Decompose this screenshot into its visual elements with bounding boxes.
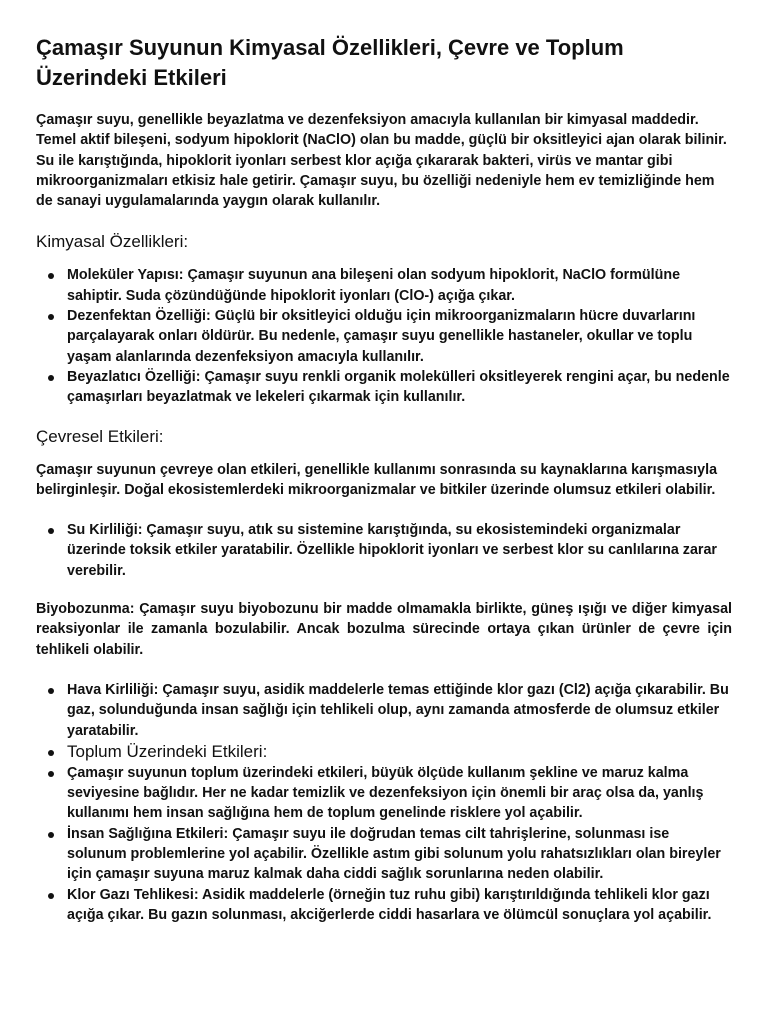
list-item: Dezenfektan Özelliği: Güçlü bir oksitleyici olduğu için mikroorganizmaların hücre duvarlarını parçalayarak onları öldürür. Bu nedenle, çamaşır suyu genellikle hastaneler, okullar ve toplu yaşam alanlarında dezenfeksiyon amacıyla kullanılır. — [36, 306, 732, 367]
list-item: İnsan Sağlığına Etkileri: Çamaşır suyu ile doğrudan temas cilt tahrişlerine, solunması ise solunum problemlerine yol açabilir. Özellikle astım gibi solunum yolu rahatsızlıkları olan bireyler için çamaşır suyuna maruz kalmak daha ciddi sağlık sorunlarına neden olabilir. — [36, 824, 732, 885]
environment-intro: Çamaşır suyunun çevreye olan etkileri, genellikle kullanımı sonrasında su kaynaklarına karışmasıyla belirginleşir. Doğal ekosistemlerdeki mikroorganizmalar ve bitkiler üzerinde olumsuz etkileri olabilir. — [36, 461, 718, 498]
chemical-list — [36, 265, 732, 407]
list-item: Hava Kirliliği: Çamaşır suyu, asidik maddelerle temas ettiğinde klor gazı (Cl2) açığa çıkarabilir. Bu gaz, solunduğunda insan sağlığı için tehlikeli olup, aynı zamanda atmosferde de olumsuz etkiler yaratabilir. — [36, 680, 732, 741]
chemical-heading: Kimyasal Özellikleri: — [36, 232, 189, 252]
list-item: Su Kirliliği: Çamaşır suyu, atık su sistemine karıştığında, su ekosistemindeki organizmalar üzerinde toksik etkiler yaratabilir. Özellikle hipoklorit iyonları ve serbest klor su canlılarına zarar verebilir. — [36, 520, 732, 581]
page-title: Çamaşır Suyunun Kimyasal Özellikleri, Çevre ve Toplum Üzerindeki Etkileri — [36, 35, 624, 90]
environment-list — [36, 520, 732, 581]
list-item: Beyazlatıcı Özelliği: Çamaşır suyu renkli organik molekülleri oksitleyerek rengini açar, bu nedenle çamaşırları beyazlatmak ve lekeleri çıkarmak için kullanılır. — [36, 367, 732, 408]
air-and-society-list — [36, 680, 732, 925]
environment-heading: Çevresel Etkileri: — [36, 426, 164, 446]
list-item: Klor Gazı Tehlikesi: Asidik maddelerle (örneğin tuz ruhu gibi) karıştırıldığında tehlikeli klor gazı açığa çıkar. Bu gazın solunması, akciğerlerde ciddi hasarlara ve ölümcül sonuçlara yol açabilir. — [36, 885, 732, 926]
list-item: Çamaşır suyunun toplum üzerindeki etkileri, büyük ölçüde kullanım şekline ve maruz kalma seviyesine bağlıdır. Her ne kadar temizlik ve dezenfeksiyon için önemli bir araç olsa da, yanlış kullanımı hem insan sağlığına hem de toplum genelinde risklere yol açabilir. — [36, 763, 732, 824]
biodegradation-paragraph: Biyobozunma: Çamaşır suyu biyobozunu bir madde olmamakla birlikte, güneş ışığı ve diğer kimyasal reaksiyonlar ile zamanla bozulabilir. Ancak bozulma sürecinde ortaya çıkan ürünler de çevre için tehlikeli olabilir. — [36, 601, 732, 658]
list-item: Moleküler Yapısı: Çamaşır suyunun ana bileşeni olan sodyum hipoklorit, NaClO formülüne sahiptir. Suda çözündüğünde hipoklorit iyonları (ClO-) açığa çıkar. — [36, 265, 732, 306]
society-heading: Toplum Üzerindeki Etkileri: — [36, 741, 732, 763]
intro-paragraph: Çamaşır suyu, genellikle beyazlatma ve dezenfeksiyon amacıyla kullanılan bir kimyasal maddedir. Temel aktif bileşeni, sodyum hipoklorit (NaClO) olan bu madde, güçlü bir oksitleyici ajan olarak bilinir. Su ile karıştığında, hipoklorit iyonları serbest klor açığa çıkararak bakteri, virüs ve mantar gibi mikroorganizmaları etkisiz hale getirir. Çamaşır suyu, bu özelliği nedeniyle hem ev temizliğinde hem de sanayi uygulamalarında yaygın olarak kullanılır. — [36, 112, 727, 210]
